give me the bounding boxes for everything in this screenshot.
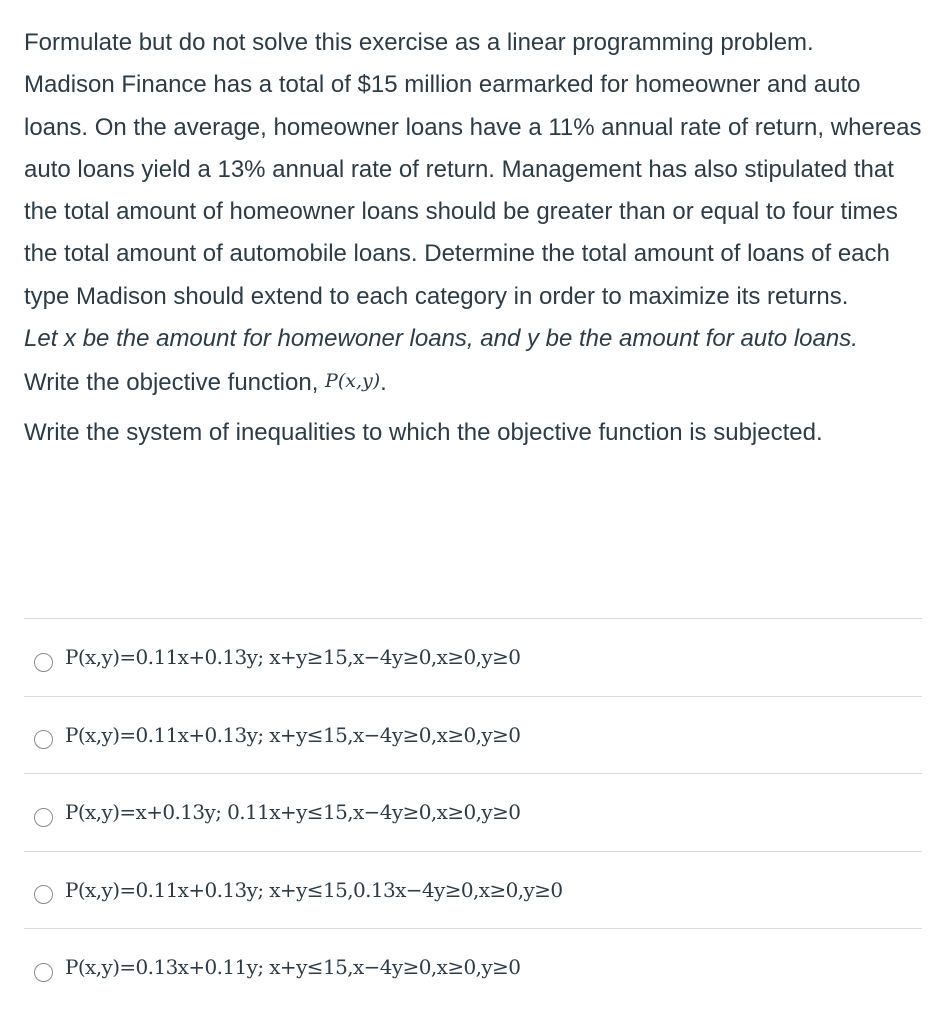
answer-option-text: P(x,y)=0.11x+0.13y; x+y≤15,x−4y≥0,x≥0,y≥0 <box>65 722 521 747</box>
radio-button-4[interactable] <box>34 885 53 904</box>
objective-prompt <box>24 360 924 404</box>
answer-option-5[interactable] <box>24 928 922 1006</box>
answer-option-text: P(x,y)=0.13x+0.11y; x+y≤15,x−4y≥0,x≥0,y≥0 <box>65 955 521 980</box>
answer-option-text: P(x,y)=0.11x+0.13y; x+y≤15,0.13x−4y≥0,x≥0,y≥0 <box>65 877 563 902</box>
answer-option-1[interactable] <box>24 618 922 696</box>
answer-option-3[interactable] <box>24 773 922 851</box>
answer-option-2[interactable] <box>24 696 922 774</box>
answer-options <box>24 618 922 1006</box>
variables-note: Let x be the amount for homewoner loans, and y be the amount for auto loans. <box>24 325 858 353</box>
system-prompt: Write the system of inequalities to which the objective function is subjected. <box>24 418 823 446</box>
answer-option-text: P(x,y)=0.11x+0.13y; x+y≥15,x−4y≥0,x≥0,y≥0 <box>65 645 521 670</box>
scenario-text: Madison Finance has a total of $15 million earmarked for homeowner and auto loans. On the average, homeowner loans have a 11% annual rate of return, whereas auto loans yield a 13% annual rate of return. Management has also stipulated that the total amount of homeowner loans should be greater than or equal to four times the total amount of automobile loans. Determine the total amount of loans of each type Madison should extend to each category in order to maximize its returns. <box>24 71 922 310</box>
radio-button-3[interactable] <box>34 808 53 827</box>
question-text <box>24 22 924 454</box>
answer-option-4[interactable] <box>24 851 922 929</box>
objective-symbol: P(x,y) <box>325 370 381 393</box>
objective-prompt-end: . <box>380 369 387 397</box>
answer-option-text: P(x,y)=x+0.13y; 0.11x+y≤15,x−4y≥0,x≥0,y≥0 <box>65 800 521 825</box>
instruction-text: Formulate but do not solve this exercise as a linear programming problem. <box>24 29 814 56</box>
radio-button-2[interactable] <box>34 730 53 749</box>
radio-button-1[interactable] <box>34 653 53 672</box>
radio-button-5[interactable] <box>34 963 53 982</box>
objective-prompt-label: Write the objective function, <box>24 369 319 397</box>
